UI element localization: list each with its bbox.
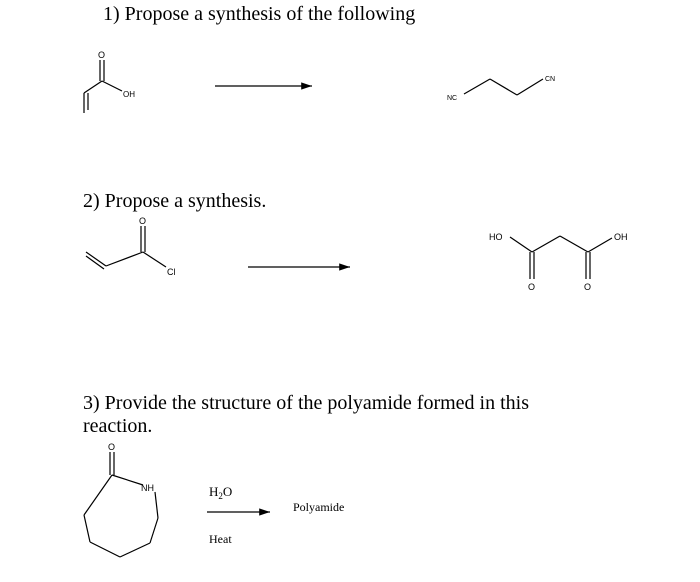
q2-starting-material — [86, 216, 176, 277]
q1-starting-material — [84, 50, 135, 113]
q2-ho-label: HO — [489, 232, 503, 242]
q3-o-label: O — [108, 442, 116, 452]
question-3-title-line2: reaction. — [83, 415, 153, 437]
q1-nc-label: NC — [447, 95, 458, 102]
question-2-title: 2) Propose a synthesis. — [83, 190, 267, 212]
q1-o-label: O — [98, 50, 106, 60]
q2-o2-label: O — [584, 282, 592, 292]
q3-product-label: Polyamide — [293, 500, 345, 514]
q1-oh-label: OH — [123, 90, 135, 99]
q2-oh-label: OH — [614, 232, 628, 242]
q3-caprolactam — [84, 442, 158, 557]
q3-reagent: $H_2O$ — [209, 484, 233, 501]
q2-o1-label: O — [528, 282, 536, 292]
q1-cn-label: CN — [545, 76, 556, 83]
q1-product — [447, 76, 555, 102]
q2-product — [489, 232, 628, 292]
q2-o-label: O — [139, 216, 147, 226]
q3-condition: Heat — [209, 532, 232, 546]
question-1-title: 1) Propose a synthesis of the following — [103, 3, 416, 25]
q3-nh-label: NH — [141, 483, 154, 493]
question-3-title-line1: 3) Provide the structure of the polyamide formed in this — [83, 392, 530, 414]
q2-cl-label: Cl — [167, 267, 176, 277]
